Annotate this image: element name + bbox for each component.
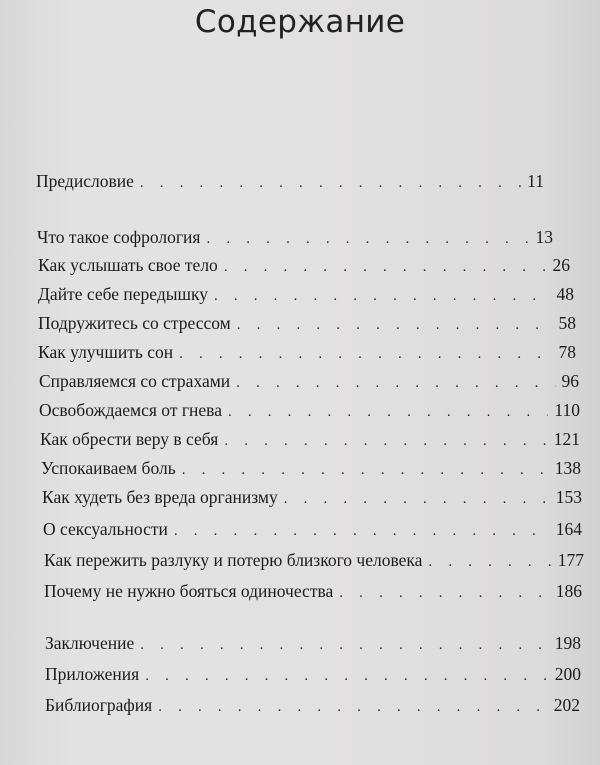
dot-leader	[214, 283, 551, 309]
toc-entry-label: Подружитесь со стрессом	[38, 313, 231, 333]
toc-entry-page: 121	[553, 429, 580, 449]
toc-entry[interactable]	[44, 578, 582, 604]
toc-entry-label: Приложения	[45, 664, 140, 684]
dot-leader	[206, 226, 529, 252]
toc-entry[interactable]	[44, 547, 584, 573]
toc-entry[interactable]	[43, 516, 582, 542]
toc-entry-page: 138	[554, 458, 581, 478]
toc-entry-label: Успокаиваем боль	[41, 458, 176, 478]
dot-leader	[236, 370, 555, 396]
dot-leader	[237, 312, 553, 338]
toc-entry-page: 48	[556, 284, 574, 304]
toc-entry-page: 26	[552, 255, 570, 275]
toc-entry-label: Как услышать свое тело	[38, 255, 218, 275]
toc-entry-page: 200	[554, 664, 581, 684]
toc-entry-label: Заключение	[45, 633, 135, 653]
toc-entry-page: 13	[535, 227, 553, 247]
toc-entry-label: Почему не нужно бояться одиночества	[44, 581, 334, 601]
toc-entry-page: 96	[561, 371, 579, 391]
toc-entry-page: 58	[558, 313, 576, 333]
dot-leader	[158, 694, 548, 720]
dot-leader	[224, 254, 547, 280]
toc-entry-page: 153	[555, 487, 582, 507]
toc-entry-page: 164	[555, 519, 582, 539]
toc-entry[interactable]	[39, 368, 579, 394]
dot-leader	[284, 486, 550, 512]
dot-leader	[224, 428, 547, 454]
dot-leader	[174, 518, 550, 544]
dot-leader	[339, 580, 549, 606]
dot-leader	[145, 663, 549, 689]
dot-leader	[140, 632, 549, 658]
toc-entry-label: Библиография	[45, 695, 153, 715]
toc-entry[interactable]	[40, 426, 580, 452]
toc-entry[interactable]	[38, 252, 570, 278]
toc-entry-page: 198	[554, 633, 581, 653]
toc-entry[interactable]	[36, 168, 544, 194]
toc-entry-label: Как улучшить сон	[38, 342, 174, 362]
toc-entry-label: Как пережить разлуку и потерю близкого человека	[44, 550, 423, 570]
toc-entry[interactable]	[38, 281, 574, 307]
toc-entry-label: Что такое софрология	[37, 227, 201, 247]
toc-entry-page: 202	[553, 695, 580, 715]
dot-leader	[428, 549, 551, 575]
toc-entry[interactable]	[45, 692, 580, 718]
toc-entry-label: Предисловие	[36, 171, 134, 191]
toc-entry-page: 177	[557, 550, 584, 570]
toc-entry[interactable]	[38, 310, 576, 336]
toc-entry[interactable]	[42, 484, 582, 510]
toc-entry-label: Как худеть без вреда организму	[42, 487, 278, 507]
toc-entry[interactable]	[39, 397, 580, 423]
page-title: Содержание	[194, 4, 406, 40]
dot-leader	[140, 170, 521, 196]
toc-entry-page: 11	[527, 171, 544, 191]
toc-entry-page: 78	[558, 342, 576, 362]
dot-leader	[182, 457, 549, 483]
toc-entry-label: Справляемся со страхами	[39, 371, 231, 391]
toc-entry-label: Освобождаемся от гнева	[39, 400, 222, 420]
toc-entry[interactable]	[45, 630, 581, 656]
dot-leader	[228, 399, 548, 425]
toc-entry[interactable]	[41, 455, 581, 481]
toc-entry-label: Как обрести веру в себя	[40, 429, 219, 449]
toc-entry-page: 110	[554, 400, 580, 420]
toc-entry-page: 186	[555, 581, 582, 601]
toc-entry-label: Дайте себе передышку	[38, 284, 208, 304]
toc-entry-label: О сексуальности	[43, 519, 168, 539]
toc-entry[interactable]	[45, 661, 581, 687]
toc-entry[interactable]	[38, 339, 576, 365]
toc-entry[interactable]	[37, 224, 553, 250]
dot-leader	[179, 341, 552, 367]
